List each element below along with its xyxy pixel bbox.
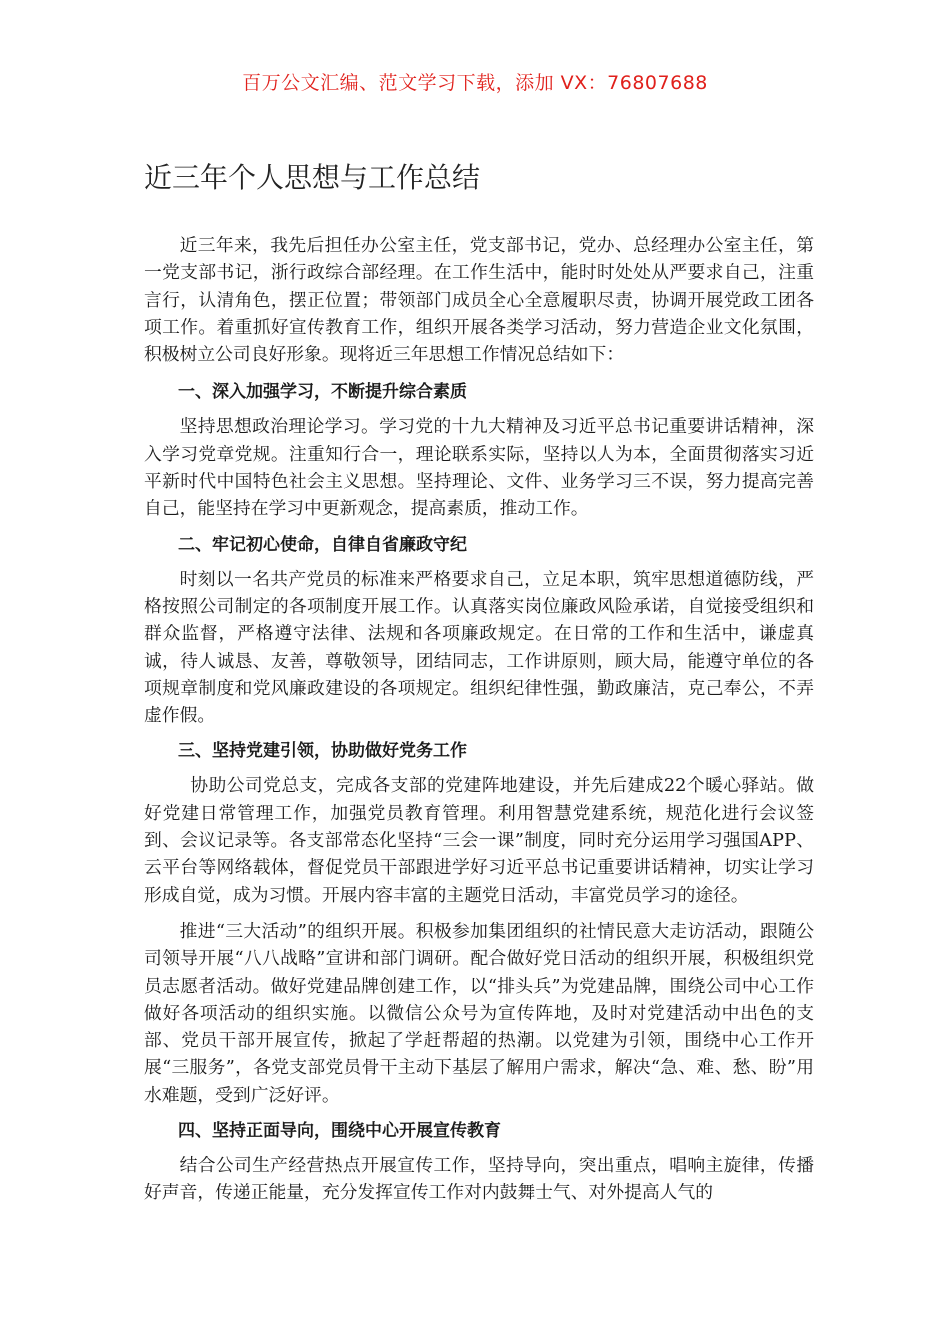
intro-paragraph: 近三年来，我先后担任办公室主任，党支部书记，党办、总经理办公室主任，第一党支部书记，浙行政综合部经理。在工作生活中，能时时处处从严要求自己，注重言行，认清角色，摆正位置；带领部门成员全心全意履职尽责，协调开展党政工团各项工作。着重抓好宣传教育工作，组织开展各类学习活动，努力营造企业文化氛围，积极树立公司良好形象。现将近三年思想工作情况总结如下： [144, 235, 814, 366]
document-title: 近三年个人思想与工作总结 [144, 161, 481, 194]
section-4-paragraph-1: 结合公司生产经营热点开展宣传工作，坚持导向，突出重点，唱响主旋律，传播好声音，传递正能量，充分发挥宣传工作对内鼓舞士气、对外提高人气的 [144, 1155, 814, 1204]
section-heading-2: 二、牢记初心使命，自律自省廉政守纪 [178, 534, 467, 555]
section-heading-1: 一、深入加强学习，不断提升综合素质 [178, 382, 467, 403]
section-heading-4: 四、坚持正面导向，围绕中心开展宣传教育 [178, 1121, 501, 1142]
document-body [144, 232, 814, 1216]
section-3-paragraph-1: 协助公司党总支，完成各支部的党建阵地建设，并先后建成22个暖心驿站。做好党建日常管理工作，加强党员教育管理。利用智慧党建系统，规范化进行会议签到、会议记录等。各支部常态化坚持“三会一课”制度，同时充分运用学习强国APP、云平台等网络载体，督促党员干部跟进学好习近平总书记重要讲话精神，切实让学习形成自觉，成为习惯。开展内容丰富的主题党日活动，丰富党员学习的途径。 [144, 775, 814, 906]
promo-banner: 百万公文汇编、范文学习下载，添加 VX：76807688 [242, 72, 708, 94]
section-2-paragraph-1: 时刻以一名共产党员的标准来严格要求自己，立足本职，筑牢思想道德防线，严格按照公司制定的各项制度开展工作。认真落实岗位廉政风险承诺，自觉接受组织和群众监督，严格遵守法律、法规和各项廉政规定。在日常的工作和生活中，谦虚真诚，待人诚恳、友善，尊敬领导，团结同志，工作讲原则，顾大局，能遵守单位的各项规章制度和党风廉政建设的各项规定。组织纪律性强，勤政廉洁，克己奉公，不弄虚作假。 [144, 568, 814, 727]
section-heading-3: 三、坚持党建引领，协助做好党务工作 [178, 741, 467, 762]
section-3-paragraph-2: 推进“三大活动”的组织开展。积极参加集团组织的社情民意大走访活动，跟随公司领导开展“八八战略”宣讲和部门调研。配合做好党日活动的组织开展，积极组织党员志愿者活动。做好党建品牌创建工作，以“排头兵”为党建品牌，围绕公司中心工作做好各项活动的组织实施。以微信公众号为宣传阵地，及时对党建活动中出色的支部、党员干部开展宣传，掀起了学赶帮超的热潮。以党建为引领，围绕中心工作开展“三服务”，各党支部党员骨干主动下基层了解用户需求，解决“急、难、愁、盼”用水难题，受到广泛好评。 [144, 920, 814, 1106]
section-1-paragraph-1: 坚持思想政治理论学习。学习党的十九大精神及习近平总书记重要讲话精神，深入学习党章党规。注重知行合一，理论联系实际，坚持以人为本，全面贯彻落实习近平新时代中国特色社会主义思想。坚持理论、文件、业务学习三不误，努力提高完善自己，能坚持在学习中更新观念，提高素质，推动工作。 [144, 416, 814, 520]
